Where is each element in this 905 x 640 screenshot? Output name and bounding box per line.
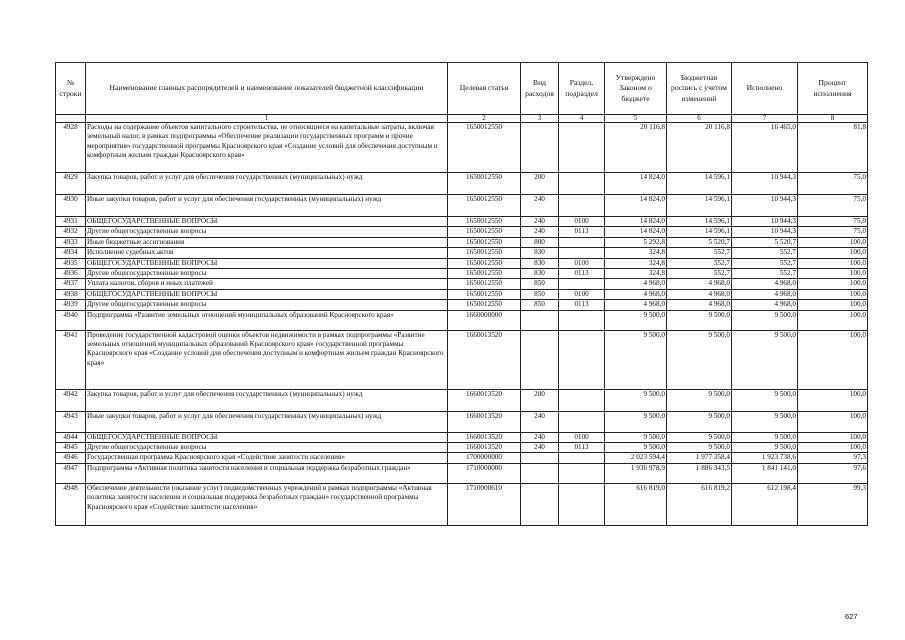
target-article-code: 1660013520 bbox=[448, 432, 521, 442]
executed-amount: 16 465,0 bbox=[732, 123, 798, 173]
row-name: ОБЩЕГОСУДАРСТВЕННЫЕ ВОПРОСЫ bbox=[86, 432, 448, 442]
target-article-code: 1650012550 bbox=[448, 217, 521, 227]
row-number: 4928 bbox=[56, 123, 86, 173]
table-header-row bbox=[56, 63, 868, 115]
row-number: 4939 bbox=[56, 300, 86, 310]
expense-type bbox=[521, 453, 559, 463]
row-name: Другие общегосударственные вопросы bbox=[86, 300, 448, 310]
approved-amount: 9 500,0 bbox=[605, 389, 667, 411]
approved-amount: 9 500,0 bbox=[605, 310, 667, 330]
execution-percent: 100,0 bbox=[798, 237, 868, 247]
budget-table bbox=[55, 62, 868, 526]
column-number: 2 bbox=[448, 115, 521, 123]
row-name: Расходы на содержание объектов капитального строительства, не относящиеся на капитальные затраты, включая земельный налог, в рамках подпрограммы «Обеспечение реализации государственных программ и прочие мероприятия» государственной программы Красноярского края «Создание условий для обеспечения доступным и комфортным жильем граждан Красноярского края» bbox=[86, 123, 448, 173]
section-code bbox=[559, 195, 605, 217]
target-article-code: 1650012550 bbox=[448, 248, 521, 258]
budget-plan-amount: 552,7 bbox=[667, 248, 732, 258]
target-article-code: 1650012550 bbox=[448, 195, 521, 217]
header-done: Исполнено bbox=[732, 63, 798, 115]
header-plan: Бюджетная роспись с учетом изменений bbox=[667, 63, 732, 115]
approved-amount: 14 824,0 bbox=[605, 217, 667, 227]
row-number: 4944 bbox=[56, 432, 86, 442]
expense-type: 830 bbox=[521, 258, 559, 268]
table-row bbox=[56, 227, 868, 237]
approved-amount: 5 292,8 bbox=[605, 237, 667, 247]
table-row bbox=[56, 411, 868, 432]
approved-amount: 20 116,8 bbox=[605, 123, 667, 173]
row-name: Закупка товаров, работ и услуг для обеспечения государственных (муниципальных) нужд bbox=[86, 173, 448, 195]
executed-amount: 552,7 bbox=[732, 269, 798, 279]
section-code: 0113 bbox=[559, 443, 605, 453]
table-row bbox=[56, 195, 868, 217]
executed-amount: 5 520,7 bbox=[732, 237, 798, 247]
section-code: 0100 bbox=[559, 258, 605, 268]
execution-percent: 100,0 bbox=[798, 258, 868, 268]
budget-plan-amount: 5 520,7 bbox=[667, 237, 732, 247]
budget-report-sheet bbox=[55, 62, 867, 526]
budget-plan-amount: 552,7 bbox=[667, 269, 732, 279]
row-number: 4930 bbox=[56, 195, 86, 217]
target-article-code: 1710000000 bbox=[448, 463, 521, 483]
execution-percent: 100,0 bbox=[798, 248, 868, 258]
row-number: 4942 bbox=[56, 389, 86, 411]
budget-plan-amount: 1 886 343,5 bbox=[667, 463, 732, 483]
expense-type bbox=[521, 483, 559, 525]
executed-amount: 9 500,0 bbox=[732, 310, 798, 330]
expense-type bbox=[521, 123, 559, 173]
table-row bbox=[56, 258, 868, 268]
section-code: 0100 bbox=[559, 289, 605, 299]
column-number: 1 bbox=[86, 115, 448, 123]
section-code bbox=[559, 483, 605, 525]
budget-plan-amount: 14 596,1 bbox=[667, 173, 732, 195]
target-article-code: 1650012550 bbox=[448, 289, 521, 299]
approved-amount: 14 824,0 bbox=[605, 173, 667, 195]
budget-plan-amount: 4 968,0 bbox=[667, 279, 732, 289]
budget-plan-amount: 9 500,0 bbox=[667, 330, 732, 389]
column-number: 6 bbox=[667, 115, 732, 123]
approved-amount: 4 968,0 bbox=[605, 300, 667, 310]
table-row bbox=[56, 300, 868, 310]
row-name: Другие общегосударственные вопросы bbox=[86, 443, 448, 453]
header-approved: Утверждено Законом о бюджете bbox=[605, 63, 667, 115]
column-number: 7 bbox=[732, 115, 798, 123]
expense-type: 200 bbox=[521, 389, 559, 411]
expense-type: 830 bbox=[521, 248, 559, 258]
budget-plan-amount: 4 968,0 bbox=[667, 300, 732, 310]
execution-percent: 100,0 bbox=[798, 330, 868, 389]
target-article-code: 1660013520 bbox=[448, 330, 521, 389]
column-number: 5 bbox=[605, 115, 667, 123]
execution-percent: 100,0 bbox=[798, 279, 868, 289]
executed-amount: 9 500,0 bbox=[732, 330, 798, 389]
budget-plan-amount: 20 116,8 bbox=[667, 123, 732, 173]
approved-amount: 9 500,0 bbox=[605, 411, 667, 432]
budget-plan-amount: 9 500,0 bbox=[667, 411, 732, 432]
section-code: 0113 bbox=[559, 227, 605, 237]
target-article-code: 1650012550 bbox=[448, 227, 521, 237]
row-name: Закупка товаров, работ и услуг для обеспечения государственных (муниципальных) нужд bbox=[86, 389, 448, 411]
expense-type: 850 bbox=[521, 300, 559, 310]
execution-percent: 100,0 bbox=[798, 389, 868, 411]
approved-amount: 2 023 594,4 bbox=[605, 453, 667, 463]
executed-amount: 10 944,3 bbox=[732, 173, 798, 195]
target-article-code: 1700000000 bbox=[448, 453, 521, 463]
execution-percent: 75,0 bbox=[798, 195, 868, 217]
approved-amount: 324,8 bbox=[605, 248, 667, 258]
executed-amount: 10 944,3 bbox=[732, 217, 798, 227]
header-code: Целевая статья bbox=[448, 63, 521, 115]
approved-amount: 9 500,0 bbox=[605, 443, 667, 453]
execution-percent: 75,0 bbox=[798, 227, 868, 237]
table-row bbox=[56, 237, 868, 247]
row-number: 4938 bbox=[56, 289, 86, 299]
row-number: 4941 bbox=[56, 330, 86, 389]
execution-percent: 75,0 bbox=[798, 173, 868, 195]
row-number: 4945 bbox=[56, 443, 86, 453]
approved-amount: 14 824,0 bbox=[605, 227, 667, 237]
executed-amount: 9 500,0 bbox=[732, 432, 798, 442]
row-name: Иные бюджетные ассигнования bbox=[86, 237, 448, 247]
row-number: 4933 bbox=[56, 237, 86, 247]
row-name: Подпрограмма «Активная политика занятости населения и социальная поддержка безработных граждан» bbox=[86, 463, 448, 483]
execution-percent: 75,0 bbox=[798, 217, 868, 227]
execution-percent: 100,0 bbox=[798, 443, 868, 453]
executed-amount: 10 944,3 bbox=[732, 195, 798, 217]
section-code bbox=[559, 237, 605, 247]
section-code: 0113 bbox=[559, 269, 605, 279]
budget-plan-amount: 616 819,2 bbox=[667, 483, 732, 525]
approved-amount: 4 968,0 bbox=[605, 279, 667, 289]
executed-amount: 4 968,0 bbox=[732, 300, 798, 310]
row-name: Обеспечение деятельности (оказание услуг) подведомственных учреждений в рамках подпрограммы «Активная политика занятости населения и социальная поддержка безработных граждан» государственной программы Красноярского края «Содействие занятости населения» bbox=[86, 483, 448, 525]
section-code bbox=[559, 173, 605, 195]
executed-amount: 612 198,4 bbox=[732, 483, 798, 525]
table-row bbox=[56, 279, 868, 289]
row-number: 4932 bbox=[56, 227, 86, 237]
approved-amount: 4 968,0 bbox=[605, 289, 667, 299]
page-number: 627 bbox=[845, 612, 858, 621]
section-code bbox=[559, 330, 605, 389]
row-name: Иные закупки товаров, работ и услуг для обеспечения государственных (муниципальных) нужд bbox=[86, 195, 448, 217]
table-row bbox=[56, 443, 868, 453]
expense-type: 240 bbox=[521, 227, 559, 237]
target-article-code: 1650012550 bbox=[448, 300, 521, 310]
row-name: Иные закупки товаров, работ и услуг для обеспечения государственных (муниципальных) нужд bbox=[86, 411, 448, 432]
budget-plan-amount: 4 968,0 bbox=[667, 289, 732, 299]
target-article-code: 1650012550 bbox=[448, 237, 521, 247]
row-name: ОБЩЕГОСУДАРСТВЕННЫЕ ВОПРОСЫ bbox=[86, 217, 448, 227]
row-number: 4946 bbox=[56, 453, 86, 463]
expense-type: 850 bbox=[521, 289, 559, 299]
section-code bbox=[559, 411, 605, 432]
target-article-code: 1650012550 bbox=[448, 258, 521, 268]
target-article-code: 1660013520 bbox=[448, 389, 521, 411]
table-row bbox=[56, 432, 868, 442]
row-name: ОБЩЕГОСУДАРСТВЕННЫЕ ВОПРОСЫ bbox=[86, 289, 448, 299]
header-razd: Раздел, подраздел bbox=[559, 63, 605, 115]
budget-plan-amount: 9 500,0 bbox=[667, 310, 732, 330]
table-row bbox=[56, 289, 868, 299]
target-article-code: 1710000610 bbox=[448, 483, 521, 525]
header-row-no: № строки bbox=[56, 63, 86, 115]
target-article-code: 1650012550 bbox=[448, 279, 521, 289]
column-number: 3 bbox=[521, 115, 559, 123]
row-name: Государственная программа Красноярского края «Содействие занятости населения» bbox=[86, 453, 448, 463]
executed-amount: 10 944,3 bbox=[732, 227, 798, 237]
execution-percent: 100,0 bbox=[798, 310, 868, 330]
table-row bbox=[56, 389, 868, 411]
section-code: 0113 bbox=[559, 300, 605, 310]
section-code bbox=[559, 279, 605, 289]
budget-plan-amount: 14 596,1 bbox=[667, 195, 732, 217]
row-number: 4935 bbox=[56, 258, 86, 268]
row-name: Проведение государственной кадастровой оценки объектов недвижимости в рамках подпрограммы «Развитие земельных отношений муниципальных образований Красноярского края» государственной программы Красноярского края «Создание условий для обеспечения доступным и комфортным жильем граждан Красноярского края» bbox=[86, 330, 448, 389]
executed-amount: 4 968,0 bbox=[732, 279, 798, 289]
column-number: 8 bbox=[798, 115, 868, 123]
execution-percent: 100,0 bbox=[798, 411, 868, 432]
section-code bbox=[559, 310, 605, 330]
expense-type: 800 bbox=[521, 237, 559, 247]
budget-plan-amount: 14 596,1 bbox=[667, 227, 732, 237]
row-number: 4937 bbox=[56, 279, 86, 289]
row-name: Исполнение судебных актов bbox=[86, 248, 448, 258]
approved-amount: 9 500,0 bbox=[605, 432, 667, 442]
expense-type: 240 bbox=[521, 195, 559, 217]
approved-amount: 1 936 978,9 bbox=[605, 463, 667, 483]
target-article-code: 1650012550 bbox=[448, 123, 521, 173]
header-vid: Вид расходов bbox=[521, 63, 559, 115]
execution-percent: 81,8 bbox=[798, 123, 868, 173]
section-code bbox=[559, 123, 605, 173]
executed-amount: 9 500,0 bbox=[732, 389, 798, 411]
row-name: ОБЩЕГОСУДАРСТВЕННЫЕ ВОПРОСЫ bbox=[86, 258, 448, 268]
table-row bbox=[56, 217, 868, 227]
section-code: 0100 bbox=[559, 217, 605, 227]
executed-amount: 4 968,0 bbox=[732, 289, 798, 299]
approved-amount: 616 819,0 bbox=[605, 483, 667, 525]
table-row bbox=[56, 463, 868, 483]
column-number: 4 bbox=[559, 115, 605, 123]
budget-plan-amount: 9 500,0 bbox=[667, 443, 732, 453]
execution-percent: 97,3 bbox=[798, 453, 868, 463]
execution-percent: 99,3 bbox=[798, 483, 868, 525]
table-row bbox=[56, 173, 868, 195]
target-article-code: 1650012550 bbox=[448, 173, 521, 195]
expense-type: 240 bbox=[521, 217, 559, 227]
table-row bbox=[56, 310, 868, 330]
executed-amount: 552,7 bbox=[732, 258, 798, 268]
row-number: 4948 bbox=[56, 483, 86, 525]
approved-amount: 324,8 bbox=[605, 258, 667, 268]
column-number-row bbox=[56, 115, 868, 123]
budget-plan-amount: 14 596,1 bbox=[667, 217, 732, 227]
expense-type bbox=[521, 310, 559, 330]
table-row bbox=[56, 123, 868, 173]
header-name: Наименование главных распорядителей и наименование показателей бюджетной классификации bbox=[86, 63, 448, 115]
target-article-code: 1660013520 bbox=[448, 443, 521, 453]
section-code bbox=[559, 453, 605, 463]
executed-amount: 1 841 141,0 bbox=[732, 463, 798, 483]
approved-amount: 324,8 bbox=[605, 269, 667, 279]
executed-amount: 9 500,0 bbox=[732, 411, 798, 432]
target-article-code: 1660013520 bbox=[448, 411, 521, 432]
expense-type: 850 bbox=[521, 279, 559, 289]
execution-percent: 100,0 bbox=[798, 269, 868, 279]
executed-amount: 552,7 bbox=[732, 248, 798, 258]
table-row bbox=[56, 453, 868, 463]
row-number: 4943 bbox=[56, 411, 86, 432]
expense-type: 240 bbox=[521, 443, 559, 453]
expense-type: 240 bbox=[521, 432, 559, 442]
row-number: 4931 bbox=[56, 217, 86, 227]
table-row bbox=[56, 269, 868, 279]
expense-type: 830 bbox=[521, 269, 559, 279]
execution-percent: 97,6 bbox=[798, 463, 868, 483]
execution-percent: 100,0 bbox=[798, 300, 868, 310]
row-name: Другие общегосударственные вопросы bbox=[86, 269, 448, 279]
budget-plan-amount: 9 500,0 bbox=[667, 389, 732, 411]
row-name: Уплата налогов, сборов и иных платежей bbox=[86, 279, 448, 289]
table-row bbox=[56, 330, 868, 389]
approved-amount: 14 824,0 bbox=[605, 195, 667, 217]
expense-type: 200 bbox=[521, 173, 559, 195]
execution-percent: 100,0 bbox=[798, 289, 868, 299]
target-article-code: 1660000000 bbox=[448, 310, 521, 330]
row-number: 4929 bbox=[56, 173, 86, 195]
executed-amount: 9 500,0 bbox=[732, 443, 798, 453]
approved-amount: 9 500,0 bbox=[605, 330, 667, 389]
budget-plan-amount: 552,7 bbox=[667, 258, 732, 268]
execution-percent: 100,0 bbox=[798, 432, 868, 442]
section-code bbox=[559, 248, 605, 258]
executed-amount: 1 923 738,6 bbox=[732, 453, 798, 463]
expense-type: 240 bbox=[521, 411, 559, 432]
row-number: 4934 bbox=[56, 248, 86, 258]
table-body bbox=[56, 123, 868, 526]
section-code bbox=[559, 463, 605, 483]
target-article-code: 1650012550 bbox=[448, 269, 521, 279]
column-number bbox=[56, 115, 86, 123]
row-name: Подпрограмма «Развитие земельных отношений муниципальных образований Красноярского края» bbox=[86, 310, 448, 330]
header-percent: Процент исполнения bbox=[798, 63, 868, 115]
row-number: 4947 bbox=[56, 463, 86, 483]
budget-plan-amount: 1 977 358,4 bbox=[667, 453, 732, 463]
section-code bbox=[559, 389, 605, 411]
section-code: 0100 bbox=[559, 432, 605, 442]
expense-type bbox=[521, 463, 559, 483]
table-row bbox=[56, 248, 868, 258]
row-number: 4936 bbox=[56, 269, 86, 279]
row-name: Другие общегосударственные вопросы bbox=[86, 227, 448, 237]
expense-type bbox=[521, 330, 559, 389]
row-number: 4940 bbox=[56, 310, 86, 330]
table-row bbox=[56, 483, 868, 525]
budget-plan-amount: 9 500,0 bbox=[667, 432, 732, 442]
